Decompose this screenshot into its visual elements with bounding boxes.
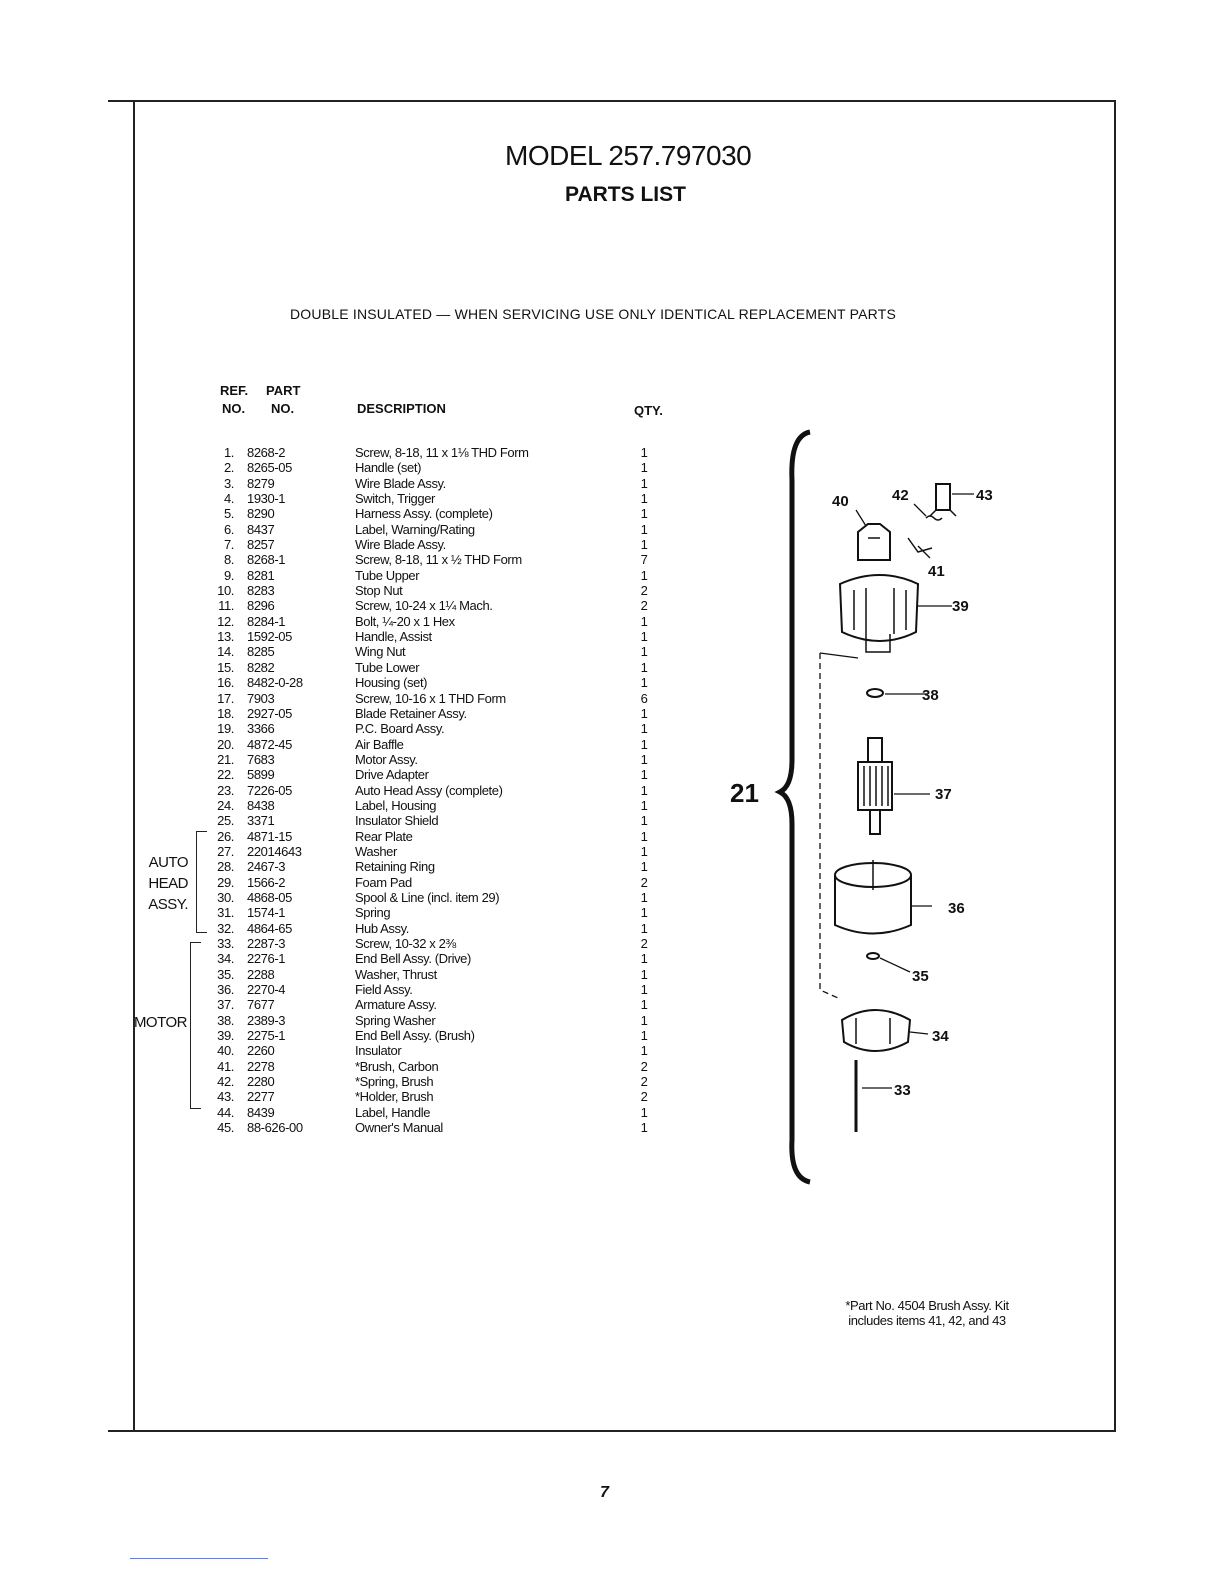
part-description: Armature Assy.: [355, 997, 437, 1013]
ref-number: 4.: [223, 491, 234, 507]
table-row: [150, 1043, 670, 1058]
ref-number: 30.: [217, 889, 234, 905]
spring-washer-shape: [867, 689, 883, 697]
part-description: End Bell Assy. (Drive): [355, 951, 471, 967]
armature-shaft-top: [868, 738, 882, 762]
part-number: 8268-2: [247, 445, 286, 460]
table-row: [150, 1089, 670, 1104]
table-row: [150, 1059, 670, 1074]
ref-number: 11.: [218, 598, 234, 614]
part-number: 88-626-00: [247, 1120, 303, 1136]
part-quantity: 1: [640, 797, 648, 813]
part-description: Spool & Line (incl. item 29): [355, 889, 500, 905]
part-header-line1: PART: [266, 383, 301, 398]
ref-number: 3.: [223, 475, 234, 491]
part-quantity: 1: [640, 445, 648, 460]
part-number: 1574-1: [247, 905, 286, 921]
part-number: 2280: [247, 1074, 275, 1090]
ref-number: 6.: [223, 521, 234, 537]
group-label-head: HEAD: [148, 875, 188, 892]
ref-number: 18.: [217, 705, 234, 721]
part-quantity: 2: [640, 583, 648, 599]
table-row: [150, 691, 670, 706]
table-row: [150, 675, 670, 690]
ref-number: 24.: [217, 797, 234, 813]
ref-number: 31.: [217, 905, 234, 921]
table-row: [150, 522, 670, 537]
table-row: [150, 982, 670, 997]
part-number: 2288: [247, 966, 275, 982]
ref-number: 28.: [217, 859, 234, 875]
part-number: 7226-05: [247, 782, 292, 798]
ref-number: 15.: [217, 659, 234, 675]
part-number: 8296: [247, 598, 275, 614]
callout-35: 35: [912, 968, 929, 985]
ref-number: 14.: [217, 644, 234, 660]
motor-bracket: [190, 942, 201, 1109]
ref-number: 42.: [217, 1074, 234, 1090]
table-row: [150, 537, 670, 552]
part-number: 2277: [247, 1089, 275, 1105]
table-row: [150, 967, 670, 982]
part-description: Label, Warning/Rating: [355, 521, 475, 537]
assembly-guide-line: [820, 653, 838, 998]
part-quantity: 1: [640, 828, 648, 844]
double-insulated-notice: DOUBLE INSULATED — WHEN SERVICING USE ONLY IDENTICAL REPLACEMENT PARTS: [290, 306, 897, 322]
part-description: Blade Retainer Assy.: [355, 705, 467, 721]
callout-40: 40: [832, 493, 849, 510]
part-number: 8281: [247, 567, 275, 583]
thrust-washer-shape: [867, 953, 879, 959]
part-quantity: 1: [640, 889, 648, 905]
part-quantity: 2: [640, 1058, 648, 1074]
part-description: Wire Blade Assy.: [355, 475, 446, 491]
part-number: 8282: [247, 659, 275, 675]
part-quantity: 1: [640, 644, 648, 660]
part-quantity: 1: [640, 613, 648, 629]
part-quantity: 1: [640, 1104, 648, 1120]
ref-number: 29.: [217, 874, 234, 890]
part-number: 8290: [247, 506, 275, 522]
part-number: 8284-1: [247, 613, 286, 629]
ref-number: 16.: [217, 675, 234, 691]
part-number: 1930-1: [247, 491, 286, 507]
ref-header-line1: REF.: [220, 383, 249, 398]
part-number: 8482-0-28: [247, 675, 303, 691]
end-bell-drive-shape: [842, 1010, 910, 1051]
table-row: [150, 706, 670, 721]
armature-shaft-bottom: [870, 810, 880, 834]
table-row: [150, 921, 670, 936]
part-description: Washer, Thrust: [355, 966, 437, 982]
part-description: End Bell Assy. (Brush): [355, 1028, 475, 1044]
brush-spring-shape: [926, 516, 942, 520]
table-row: [150, 875, 670, 890]
part-description: Housing (set): [355, 675, 428, 691]
table-row: [150, 752, 670, 767]
ref-number: 39.: [217, 1028, 234, 1044]
ref-number: 12.: [217, 613, 234, 629]
part-quantity: 1: [640, 1043, 648, 1059]
part-description: Label, Housing: [355, 797, 437, 813]
part-number: 8283: [247, 583, 275, 599]
ref-number: 2.: [223, 460, 234, 476]
part-quantity: 1: [640, 751, 648, 767]
table-row: [150, 568, 670, 583]
ref-number: 41.: [217, 1058, 234, 1074]
part-quantity: 1: [640, 997, 648, 1013]
description-header: DESCRIPTION: [357, 401, 446, 416]
part-quantity: 1: [640, 721, 648, 737]
callout-38: 38: [922, 687, 939, 704]
part-number: 8439: [247, 1104, 275, 1120]
table-row: [150, 1074, 670, 1089]
part-description: Screw, 8-18, 11 x ½ THD Form: [355, 552, 522, 568]
part-number: 2927-05: [247, 705, 292, 721]
armature-core: [858, 762, 892, 810]
part-description: Motor Assy.: [355, 751, 418, 767]
table-row: [150, 936, 670, 951]
parts-table: [150, 445, 670, 1135]
part-quantity: 1: [640, 767, 648, 783]
ref-number: 13.: [217, 629, 234, 645]
ref-number: 45.: [217, 1120, 234, 1136]
ref-number: 26.: [217, 828, 234, 844]
qty-header: QTY.: [634, 403, 663, 418]
part-description: Air Baffle: [355, 736, 404, 752]
part-quantity: 1: [640, 1012, 648, 1028]
table-row: [150, 476, 670, 491]
part-quantity: 1: [640, 537, 648, 553]
part-description: Stop Nut: [355, 583, 403, 599]
part-number: 3366: [247, 721, 275, 737]
ref-number: 32.: [217, 920, 234, 936]
footnote-line1: *Part No. 4504 Brush Assy. Kit: [845, 1298, 1009, 1313]
part-quantity: 1: [640, 521, 648, 537]
ref-number: 38.: [217, 1012, 234, 1028]
callout-41: 41: [928, 563, 945, 580]
part-description: Auto Head Assy (complete): [355, 782, 503, 798]
part-description: Hub Assy.: [355, 920, 409, 936]
part-description: Handle, Assist: [355, 629, 432, 645]
part-description: Washer: [355, 843, 397, 859]
part-description: Insulator: [355, 1043, 402, 1059]
part-quantity: 1: [640, 1028, 648, 1044]
part-quantity: 1: [640, 736, 648, 752]
part-quantity: 2: [640, 1089, 648, 1105]
part-description: Wire Blade Assy.: [355, 537, 446, 553]
table-row: [150, 506, 670, 521]
part-quantity: 1: [640, 629, 648, 645]
part-description: Handle (set): [355, 460, 422, 476]
table-row: [150, 721, 670, 736]
part-quantity: 1: [640, 843, 648, 859]
part-number: 8438: [247, 797, 275, 813]
ref-number: 34.: [217, 951, 234, 967]
part-description: P.C. Board Assy.: [355, 721, 445, 737]
part-number: 2467-3: [247, 859, 286, 875]
model-title: MODEL 257.797030: [505, 140, 752, 171]
part-quantity: 7: [640, 552, 648, 568]
table-row: [150, 997, 670, 1012]
part-quantity: 1: [640, 951, 648, 967]
callout-34: 34: [932, 1028, 949, 1045]
ref-number: 8.: [223, 552, 234, 568]
brush-kit-footnote: [812, 1298, 1042, 1328]
table-row: [150, 783, 670, 798]
part-description: Rear Plate: [355, 828, 413, 844]
ref-number: 37.: [217, 997, 234, 1013]
part-number: 4871-15: [247, 828, 292, 844]
group-label-auto: AUTO: [148, 854, 188, 871]
part-description: Bolt, ¼-20 x 1 Hex: [355, 613, 455, 629]
part-quantity: 1: [640, 460, 648, 476]
ref-number: 17.: [217, 690, 234, 706]
table-row: [150, 460, 670, 475]
page-number: 7: [600, 1484, 609, 1501]
part-description: *Brush, Carbon: [355, 1058, 439, 1074]
table-row: [150, 905, 670, 920]
callout-43: 43: [976, 487, 993, 504]
part-description: Spring: [355, 905, 391, 921]
part-description: Screw, 10-24 x 1¼ Mach.: [355, 598, 493, 614]
group-label-motor: MOTOR: [133, 1014, 187, 1031]
table-row: [150, 629, 670, 644]
part-number: 8268-1: [247, 552, 286, 568]
ref-number: 9.: [223, 567, 234, 583]
part-quantity: 1: [640, 813, 648, 829]
table-row: [150, 737, 670, 752]
part-quantity: 1: [640, 506, 648, 522]
ref-number: 33.: [217, 936, 234, 951]
part-number: 2287-3: [247, 936, 286, 951]
part-quantity: 2: [640, 598, 648, 614]
ref-number: 35.: [217, 966, 234, 982]
table-row: [150, 859, 670, 874]
motor-exploded-diagram: [730, 420, 1050, 1200]
table-row: [150, 583, 670, 598]
scan-artifact-line: [130, 1558, 268, 1559]
table-row: [150, 491, 670, 506]
ref-number: 5.: [223, 506, 234, 522]
part-number: 7903: [247, 690, 275, 706]
part-description: Insulator Shield: [355, 813, 439, 829]
ref-number: 10.: [217, 583, 234, 599]
part-quantity: 1: [640, 920, 648, 936]
part-number: 1566-2: [247, 874, 286, 890]
callout-37: 37: [935, 786, 952, 803]
table-row: [150, 1028, 670, 1043]
brush-carbon-shape: [908, 538, 932, 552]
part-number: 8265-05: [247, 460, 292, 476]
group-label-assy: ASSY.: [148, 896, 188, 913]
page-frame-left-rule: [133, 100, 135, 1432]
part-number: 4868-05: [247, 889, 292, 905]
part-number: 2275-1: [247, 1028, 286, 1044]
part-header-line2: NO.: [271, 401, 295, 416]
part-number: 2270-4: [247, 982, 286, 998]
part-description: Retaining Ring: [355, 859, 435, 875]
table-row: [150, 1013, 670, 1028]
part-number: 22014643: [247, 843, 302, 859]
part-description: Wing Nut: [355, 644, 406, 660]
part-quantity: 1: [640, 705, 648, 721]
callout-36: 36: [948, 900, 965, 917]
part-quantity: 1: [640, 859, 648, 875]
part-number: 8437: [247, 521, 275, 537]
table-row: [150, 951, 670, 966]
ref-number: 40.: [217, 1043, 234, 1059]
table-row: [150, 813, 670, 828]
ref-number: 23.: [217, 782, 234, 798]
part-number: 5899: [247, 767, 275, 783]
part-quantity: 1: [640, 567, 648, 583]
ref-number: 22.: [217, 767, 234, 783]
table-row: [150, 890, 670, 905]
part-description: Spring Washer: [355, 1012, 436, 1028]
part-number: 2276-1: [247, 951, 286, 967]
insulator-shape: [858, 524, 890, 560]
callout-assembly-21: 21: [730, 778, 759, 808]
part-number: 2389-3: [247, 1012, 286, 1028]
auto-head-bracket: [196, 831, 207, 933]
table-row: [150, 798, 670, 813]
table-row: [150, 1105, 670, 1120]
part-quantity: 1: [640, 782, 648, 798]
part-quantity: 1: [640, 475, 648, 491]
part-description: *Holder, Brush: [355, 1089, 434, 1105]
footnote-line2: includes items 41, 42, and 43: [848, 1313, 1006, 1328]
part-number: 8285: [247, 644, 275, 660]
table-row: [150, 1120, 670, 1135]
part-description: Harness Assy. (complete): [355, 506, 493, 522]
ref-number: 43.: [217, 1089, 234, 1105]
table-row: [150, 844, 670, 859]
callout-42: 42: [892, 487, 909, 504]
part-description: Tube Upper: [355, 567, 420, 583]
part-description: *Spring, Brush: [355, 1074, 434, 1090]
table-row: [150, 552, 670, 567]
part-description: Screw, 10-32 x 2⅜: [355, 936, 456, 951]
table-row: [150, 767, 670, 782]
part-quantity: 2: [640, 874, 648, 890]
part-number: 7683: [247, 751, 275, 767]
ref-number: 44.: [217, 1104, 234, 1120]
part-quantity: 2: [640, 936, 648, 951]
ref-number: 19.: [217, 721, 234, 737]
part-number: 3371: [247, 813, 275, 829]
part-description: Owner's Manual: [355, 1120, 443, 1136]
assembly-guide-top: [820, 653, 858, 658]
part-description: Screw, 8-18, 11 x 1⅛ THD Form: [355, 445, 529, 460]
brush-holder-shape: [936, 484, 950, 510]
callout-39: 39: [952, 598, 969, 615]
ref-number: 1.: [223, 445, 234, 460]
table-row: [150, 644, 670, 659]
ref-number: 21.: [217, 751, 234, 767]
ref-number: 20.: [217, 736, 234, 752]
table-row: [150, 614, 670, 629]
ref-number: 7.: [223, 537, 234, 553]
part-quantity: 1: [640, 491, 648, 507]
part-quantity: 1: [640, 905, 648, 921]
table-row: [150, 598, 670, 613]
parts-list-heading: PARTS LIST: [565, 183, 686, 206]
table-row: [150, 660, 670, 675]
part-number: 4864-65: [247, 920, 292, 936]
part-quantity: 1: [640, 966, 648, 982]
part-description: Drive Adapter: [355, 767, 429, 783]
part-quantity: 1: [640, 675, 648, 691]
part-number: 8279: [247, 475, 275, 491]
part-number: 2278: [247, 1058, 275, 1074]
part-quantity: 2: [640, 1074, 648, 1090]
part-description: Label, Handle: [355, 1104, 431, 1120]
motor-diagram-svg: [730, 420, 1050, 1200]
ref-number: 25.: [217, 813, 234, 829]
part-quantity: 1: [640, 659, 648, 675]
part-description: Field Assy.: [355, 982, 413, 998]
table-row: [150, 829, 670, 844]
part-number: 2260: [247, 1043, 275, 1059]
table-row: [150, 445, 670, 460]
ref-number: 36.: [217, 982, 234, 998]
part-quantity: 1: [640, 1120, 648, 1136]
part-number: 8257: [247, 537, 275, 553]
part-description: Screw, 10-16 x 1 THD Form: [355, 690, 506, 706]
ref-header-line2: NO.: [222, 401, 246, 416]
part-number: 1592-05: [247, 629, 292, 645]
ref-number: 27.: [217, 843, 234, 859]
part-quantity: 6: [640, 690, 648, 706]
part-description: Tube Lower: [355, 659, 420, 675]
part-description: Foam Pad: [355, 874, 412, 890]
part-description: Switch, Trigger: [355, 491, 435, 507]
callout-33: 33: [894, 1082, 911, 1099]
part-number: 7677: [247, 997, 275, 1013]
part-number: 4872-45: [247, 736, 292, 752]
part-quantity: 1: [640, 982, 648, 998]
motor-assembly-brace: [780, 432, 810, 1182]
